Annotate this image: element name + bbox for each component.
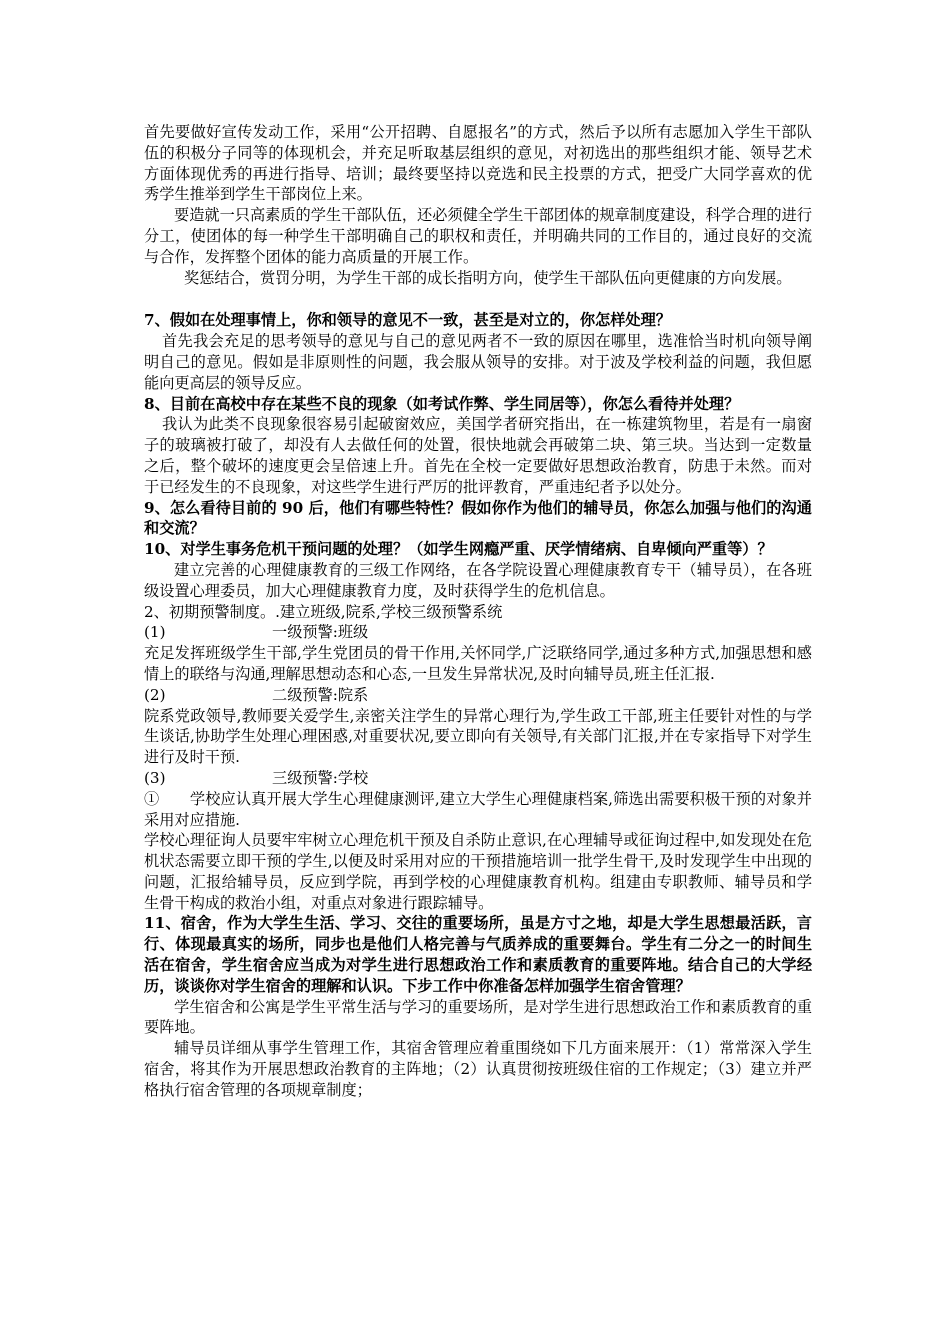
document-body	[144, 122, 812, 1101]
level-label: 二级预警:院系	[272, 685, 369, 704]
warning-level	[144, 685, 812, 706]
question-heading: 8、目前在高校中存在某些不良的现象（如考试作弊、学生同居等），你怎么看待并处理？	[144, 394, 740, 413]
question-heading: 11、宿舍，作为大学生生活、学习、交往的重要场所，虽是方寸之地，却是大学生思想最活跃，言行、体现最真实的场所，同步也是他们人格完善与气质养成的重要舞台。学生有二分之一的时间生活在宿舍，学生宿舍应当成为对学生进行思想政治工作和素质教育的重要阵地。结合自己的大学经历，谈谈你对学生宿舍的理解和认识。下步工作中你准备怎样加强学生宿舍管理？	[144, 914, 812, 995]
paragraph: 院系党政领导,教师要关爱学生,亲密关注学生的异常心理行为,学生政工干部,班主任要针对性的与学生谈话,协助学生处理心理困惑,对重要状况,要立即向有关领导,有关部门汇报,并在专家指导下对学生进行及时干预.	[144, 706, 812, 767]
question-heading: 10、对学生事务危机干预问题的处理？（如学生网瘾严重、厌学情绪病、自卑倾向严重等）？	[144, 540, 773, 559]
paragraph: 首先要做好宣传发动工作，采用“公开招聘、自愿报名”的方式，然后予以所有志愿加入学生干部队伍的积极分子同等的体现机会，并充足听取基层组织的意见，对初选出的那些组织才能、领导艺术方面体现优秀的再进行指导、培训；最终要坚持以竞选和民主投票的方式，把受广大同学喜欢的优秀学生推举到学生干部岗位上来。	[144, 123, 812, 204]
level-label: 一级预警:班级	[272, 623, 369, 642]
paragraph: 要造就一只高素质的学生干部队伍，还必须健全学生干部团体的规章制度建设，科学合理的进行分工，使团体的每一种学生干部明确自己的职权和责任，并明确共同的工作目的，通过良好的交流与合作，发挥整个团体的能力高质量的开展工作。	[144, 206, 812, 266]
spacer	[144, 288, 812, 310]
question-heading: 7、假如在处理事情上，你和领导的意见不一致，甚至是对立的，你怎样处理？	[144, 311, 671, 330]
paragraph: ① 学校应认真开展大学生心理健康测评,建立大学生心理健康档案,筛选出需要积极干预的对象并采用对应措施.	[144, 789, 812, 829]
paragraph: 学生宿舍和公寓是学生平常生活与学习的重要场所，是对学生进行思想政治工作和素质教育的重要阵地。	[144, 997, 812, 1037]
paragraph: 我认为此类不良现象很容易引起破窗效应，美国学者研究指出，在一栋建筑物里，若是有一扇窗子的玻璃被打破了，却没有人去做任何的处置，很快地就会再破第二块、第三块。当达到一定数量之后，整个破坏的速度更会呈倍速上升。首先在全校一定要做好思想政治教育，防患于未然。而对于已经发生的不良现象，对这些学生进行严厉的批评教育，严重违纪者予以处分。	[144, 415, 812, 496]
level-number: (3)	[144, 768, 166, 787]
paragraph: 2、初期预警制度。.建立班级,院系,学校三级预警系统	[144, 602, 503, 621]
paragraph: 辅导员详细从事学生管理工作，其宿舍管理应着重围绕如下几方面来展开：（1）常常深入学生宿舍，将其作为开展思想政治教育的主阵地；（2）认真贯彻按班级住宿的工作规定；（3）建立并严格执行宿舍管理的各项规章制度；	[144, 1039, 812, 1099]
warning-level	[144, 768, 812, 789]
paragraph: 建立完善的心理健康教育的三级工作网络，在各学院设置心理健康教育专干（辅导员），在各班级设置心理委员，加大心理健康教育力度，及时获得学生的危机信息。	[144, 560, 812, 600]
level-number: (1)	[144, 623, 166, 642]
paragraph: 首先我会充足的思考领导的意见与自己的意见两者不一致的原因在哪里，选准恰当时机向领导阐明自己的意见。假如是非原则性的问题，我会服从领导的安排。对于波及学校利益的问题，我但愿能向更高层的领导反应。	[144, 332, 812, 392]
warning-level	[144, 622, 812, 643]
paragraph: 学校心理征询人员要牢牢树立心理危机干预及自杀防止意识,在心理辅导或征询过程中,如发现处在危机状态需要立即干预的学生,以便及时采用对应的干预措施培训一批学生骨干,及时发现学生中出现的问题，汇报给辅导员，反应到学院，再到学校的心理健康教育机构。组建由专职教师、辅导员和学生骨干构成的救治小组，对重点对象进行跟踪辅导。	[144, 831, 812, 912]
paragraph: 奖惩结合，赏罚分明，为学生干部的成长指明方向，使学生干部队伍向更健康的方向发展。	[184, 268, 792, 287]
level-label: 三级预警:学校	[272, 768, 369, 787]
question-heading: 9、怎么看待目前的 90 后，他们有哪些特性？假如你作为他们的辅导员，你怎么加强与他们的沟通和交流？	[144, 498, 812, 538]
level-number: (2)	[144, 685, 166, 704]
paragraph: 充足发挥班级学生干部,学生党团员的骨干作用,关怀同学,广泛联络同学,通过多种方式,加强思想和感情上的联络与沟通,理解思想动态和心态,一旦发生异常状况,及时向辅导员,班主任汇报.	[144, 644, 812, 683]
